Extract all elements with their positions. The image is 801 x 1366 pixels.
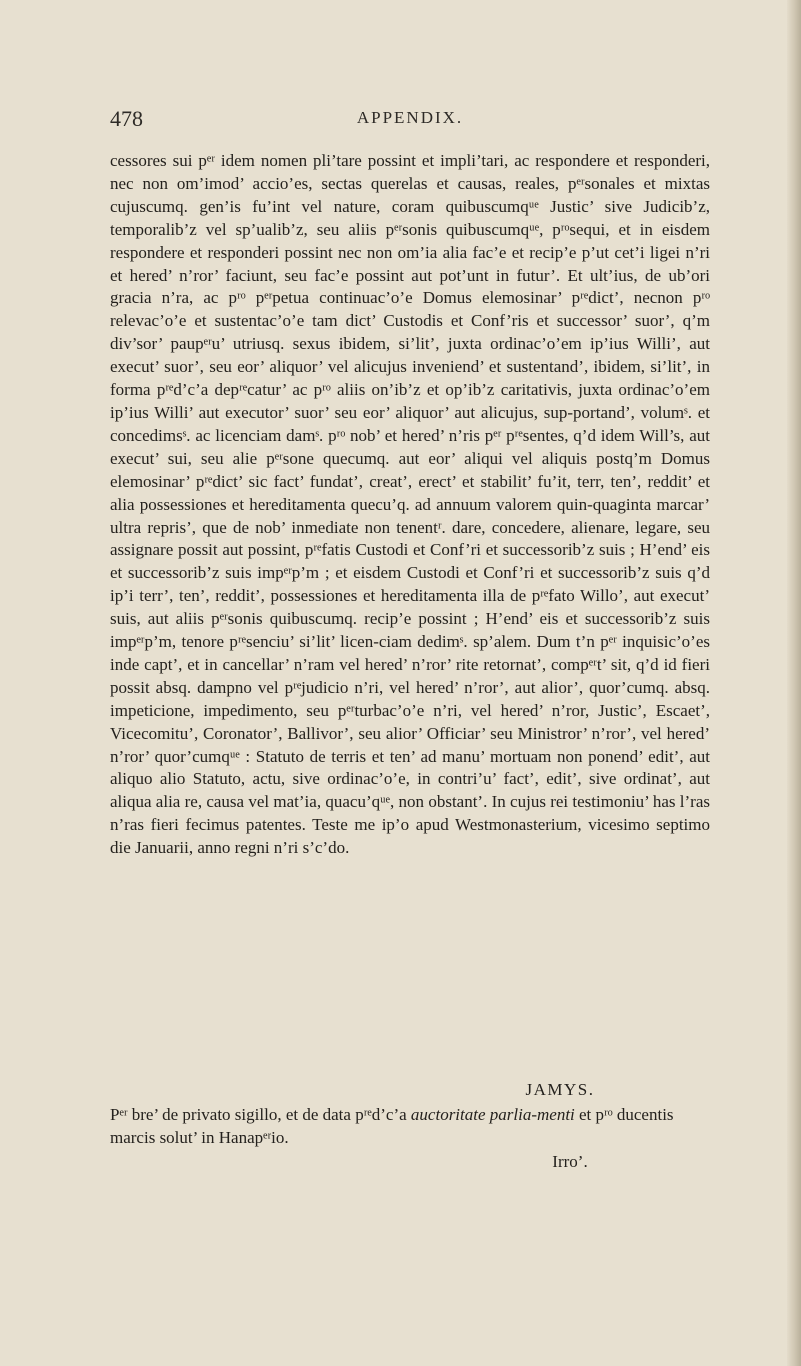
- footnote-italic: auctoritate parlia-menti: [410, 1105, 575, 1124]
- footnote-prefix: Pᵉʳ bre’ de privato sigillo, et de data pʳᵉd’c’a: [110, 1105, 411, 1124]
- body-text: cessores sui pᵉʳ idem nomen pli’tare possint et impli’tari, ac respondere et responderi, nec non om’imod’ accio’es, sectas querelas et causas, reales, pᵉʳsonales et mixtas cujuscumq. gen’is fu’int vel nature, coram quibuscumqᵘᵉ Justic’ sive Judicib’z, temporalib’z vel sp’ualib’z, seu aliis pᵉʳsonis quibuscumqᵘᵉ, pʳᵒsequi, et in eisdem respondere et responderi possint nec non om’ia alia fac’e et recip’e p’ut cet’i ligei n’ri et hered’ n’ror’ faciunt, seu fac’e possint aut pot’unt in futur’. Et ult’ius, de ub’ori gracia n’ra, ac pʳᵒ pᵉʳpetua continuac’o’e Domus elemosinar’ pʳᵉdict’, necnon pʳᵒ relevac’o’e et sustentac’o’e tam dict’ Custodis et Conf’ris et successor’ suor’, q’m div’sor’ paupᵉʳu’ utriusq. sexus ibidem, si’lit’, juxta ordinac’o’em ip’ius Willi’, aut execut’ suor’, seu eor’ aliquor’ vel alicujus inveniend’ et sustentand’, ibidem, si’lit’, in forma pʳᵉd’c’a depʳᵉcatur’ ac pʳᵒ aliis on’ib’z et op’ib’z caritativis, juxta ordinac’o’em ip’ius Willi’ aut executor’ suor’ seu eor’ aliquor’ aut alicujus, sup-portand’, volumˢ. et concedimsˢ. ac licenciam damˢ. pʳᵒ nob’ et hered’ n’ris pᵉʳ pʳᵉsentes, q’d idem Will’s, aut execut’ sui, seu alie pᵉʳsone quecumq. aut eor’ aliqui vel aliquis postq’m Domus elemosinar’ pʳᵉdict’ sic fact’ fundat’, creat’, erect’ et stabilit’ fu’it, terr, ten’, reddit’ et alia possessiones et hereditamenta quecu’q. ad annuum valorem quin-quaginta marcar’ ultra repris’, que de nob’ inmediate non tenentʳ. dare, concedere, alienare, legare, seu assignare possit aut possint, pʳᵉfatis Custodi et Conf’ri et successorib’z suis ; H’end’ eis et successorib’z suis impᵉʳp’m ; et eisdem Custodi et Conf’ri et successorib’z suis q’d ip’i terr’, ten’, reddit’, possessiones et hereditamenta illa de pʳᵉfato Willo’, aut execut’ suis, aut aliis pᵉʳsonis quibuscumq. recip’e possint ; H’end’ eis et successorib’z suis impᵉʳp’m, tenore pʳᵉsenciu’ si’lit’ licen-ciam dedimˢ. sp’alem. Dum t’n pᵉʳ inquisic’o’es inde capt’, et in cancellar’ n’ram vel hered’ n’ror’ rite retornat’, compᵉʳt’ sit, q’d id fieri possit absq. dampno vel pʳᵉjudicio n’ri, vel hered’ n’ror’, aut alior’, quor’cumq. absq. impeticione, impedimento, seu pᵉʳturbac’o’e n’ri, vel hered’ n’ror, Justic’, Escaet’, Vicecomitu’, Coronator’, Ballivor’, seu alior’ Officiar’ seu Ministror’ n’ror’, vel hered’ n’ror’ quor’cumqᵘᵉ : Statuto de terris et ten’ ad manu’ mortuam non ponend’ edit’, aut aliquo alio Statuto, actu, sive ordinac’o’e, in contri’u’ fact’, edit’, sive ordinat’, aut aliqua alia re, causa vel mat’ia, quacu’qᵘᵉ, non obstant’. In cujus rei testimoniu’ has l’ras n’ras fieri fecimus patentes. Teste me ip’o apud Westmonasterium, vicesimo septimo die Januarii, anno regni n’ri s’c’do.: [110, 151, 710, 858]
- page-gutter: [787, 0, 801, 1366]
- running-head: APPENDIX.: [356, 108, 464, 127]
- signature: JAMYS.: [525, 1080, 595, 1099]
- closing-signature: Irro’.: [552, 1152, 588, 1171]
- page-number: 478: [110, 106, 143, 131]
- footnote-suffix: et pʳᵒ ducentis marcis solut’ in Hanapᵉʳio.: [110, 1105, 674, 1147]
- footnote: [110, 1104, 710, 1150]
- page-header: [110, 106, 710, 136]
